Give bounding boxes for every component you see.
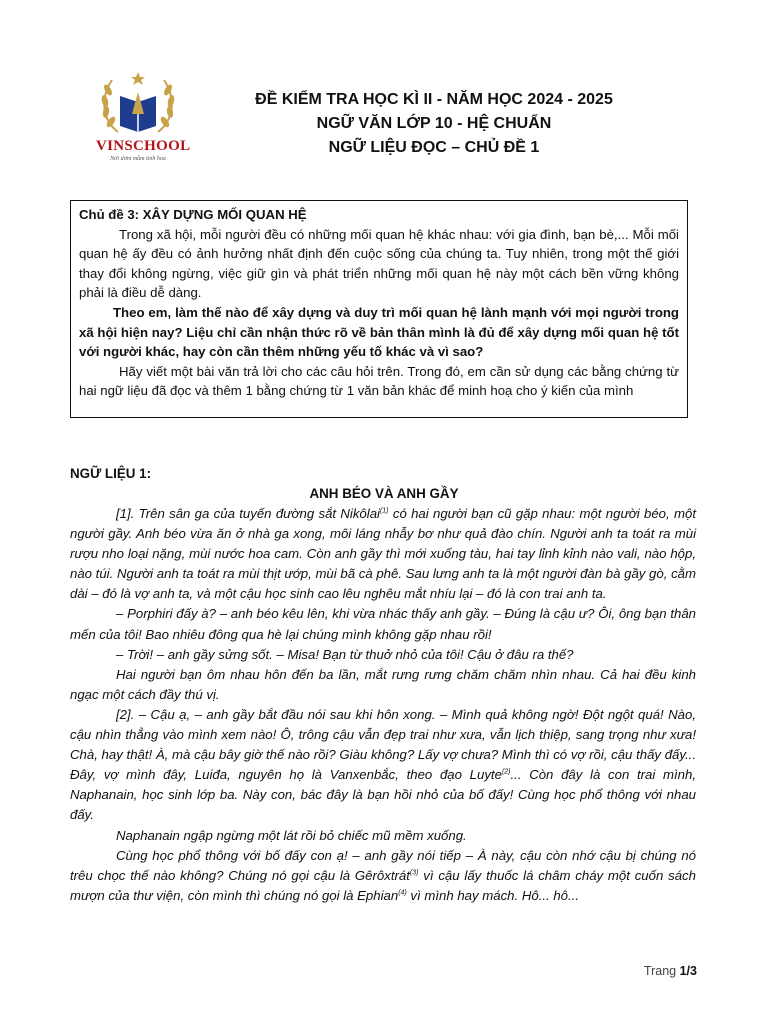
page-number xyxy=(644,964,697,978)
logo-tagline: Nơi ươm mầm tinh hoa xyxy=(110,156,166,162)
story-paragraph: Cùng học phổ thông với bố đấy con ạ! – anh gầy nói tiếp – À này, cậu còn nhớ cậu bị chúng nó trêu chọc thế nào không? Chúng nó gọi cậu là Gêrôxtrát$^{(3)}$ vì cậu lấy thuốc lá châm cháy một cuốn sách mượn của thư viện, còn mình thì chúng nó gọi là Ephian$^{(4)}$ vì mình hay mách. Hô... hô... xyxy=(70,847,696,903)
footnote-ref: (1) xyxy=(379,507,389,515)
laurel-book-emblem-icon xyxy=(96,68,180,140)
story-title: ANH BÉO VÀ ANH GẦY xyxy=(309,486,459,501)
story-paragraph: [2]. – Cậu ạ, – anh gầy bắt đầu nói sau khi hôn xong. – Mình quả không ngờ! Đột ngột quá! Nào, cậu nhìn thẳng vào mình xem nào! Ô, trông cậu vẫn đẹp trai như xưa, vẫn lịch thiệp, sang trọng như xưa! Chà, hay thật! À, mà cậu bây giờ thế nào rồi? Giàu không? Lấy vợ chưa? Mình thì có vợ rồi, cậu thấy đấy... Đây, vợ mình đây, Luiđa, nguyên họ là Vanxenbắc, theo đạo Luyte$^{(2)}$... Còn đây là con trai mình, Naphanain, học sinh lớp ba. Này con, bác đây là bạn hồi nhỏ của bố đấy! Cùng học phổ thông với nhau đấy. xyxy=(70,706,696,823)
exam-title: ĐỀ KIỂM TRA HỌC KÌ II - NĂM HỌC 2024 - 2025 xyxy=(255,91,613,108)
reading-label: NGỮ LIỆU 1: xyxy=(70,466,152,481)
story-paragraph: [1]. Trên sân ga của tuyến đường sắt Nikôlai$^{(1)}$ có hai người bạn cũ gặp nhau: một người béo, một người gầy. Anh béo vừa ăn ở nhà ga xong, môi láng nhẫy bơ như quả đào chín. Người anh ta toát ra mùi rượu nho loại nặng, mùi nước hoa cam. Còn anh gầy thì mới xuống tàu, hai tay lỉnh kỉnh nào vali, nào hộp, nào túi. Người anh ta toát ra mùi thịt ướp, mùi bã cà phê. Sau lưng anh ta là một người đàn bà gầy gò, cằm dài – đó là vợ anh ta, và một cậu học sinh cao lêu nghêu mắt nhíu lại – đó là con trai anh ta. xyxy=(70,506,696,602)
topic-intro: Trong xã hội, mỗi người đều có những mối quan hệ khác nhau: với gia đình, bạn bè,... Mỗi mối quan hệ ấy đều có ảnh hưởng nhất định đến cuộc sống của chúng ta. Tuy nhiên, trong một thế giới thay đổi không ngừng, việc giữ gìn và phát triển những mối quan hệ này một cách bền vững không phải là điều dễ dàng. xyxy=(79,226,679,301)
logo-name: VINSCHOOL xyxy=(96,138,191,154)
exam-subject: NGỮ VĂN LỚP 10 - HỆ CHUẨN xyxy=(316,115,552,132)
story-body xyxy=(70,504,696,906)
footnote-ref: (4) xyxy=(398,889,407,897)
page-label: Trang xyxy=(643,964,677,978)
exam-header xyxy=(200,88,668,160)
page-count: 1/3 xyxy=(679,964,697,978)
topic-title: Chủ đề 3: XÂY DỰNG MỐI QUAN HỆ xyxy=(79,207,307,222)
story-paragraph: – Porphiri đấy à? – anh béo kêu lên, khi vừa nhác thấy anh gầy. – Đúng là cậu ư? Ôi, ông bạn thân mến của tôi! Bao nhiêu đông qua hè lại chúng mình không gặp nhau rồi! xyxy=(70,606,696,642)
school-logo xyxy=(96,68,191,164)
story-paragraph: Hai người bạn ôm nhau hôn đến ba lần, mắt rưng rưng chăm chăm nhìn nhau. Cả hai đều kinh ngạc một cách đầy thú vị. xyxy=(70,666,696,702)
story-paragraph: Naphanain ngập ngừng một lát rồi bỏ chiếc mũ mềm xuống. xyxy=(116,827,467,843)
footnote-ref: (3) xyxy=(409,869,419,877)
topic-box xyxy=(70,200,688,418)
topic-question: Theo em, làm thế nào để xây dựng và duy trì mối quan hệ lành mạnh với mọi người trong xã hội hiện nay? Liệu chỉ cần nhận thức rõ về bản thân mình là đủ để xây dựng mối quan hệ tốt với người khác, hay còn cần thêm những yếu tố khác và vì sao? xyxy=(79,304,679,360)
footnote-ref: (2) xyxy=(501,768,511,776)
exam-section: NGỮ LIỆU ĐỌC – CHỦ ĐỀ 1 xyxy=(328,139,540,156)
topic-instruction: Hãy viết một bài văn trả lời cho các câu hỏi trên. Trong đó, em cần sử dụng các bằng chứng từ hai ngữ liệu đã đọc và thêm 1 bằng chứng từ 1 văn bản khác để minh hoạ cho ý kiến của mình xyxy=(79,363,679,399)
story-paragraph: – Trời! – anh gầy sửng sốt. – Misa! Bạn từ thuở nhỏ của tôi! Cậu ở đâu ra thế? xyxy=(116,646,574,662)
